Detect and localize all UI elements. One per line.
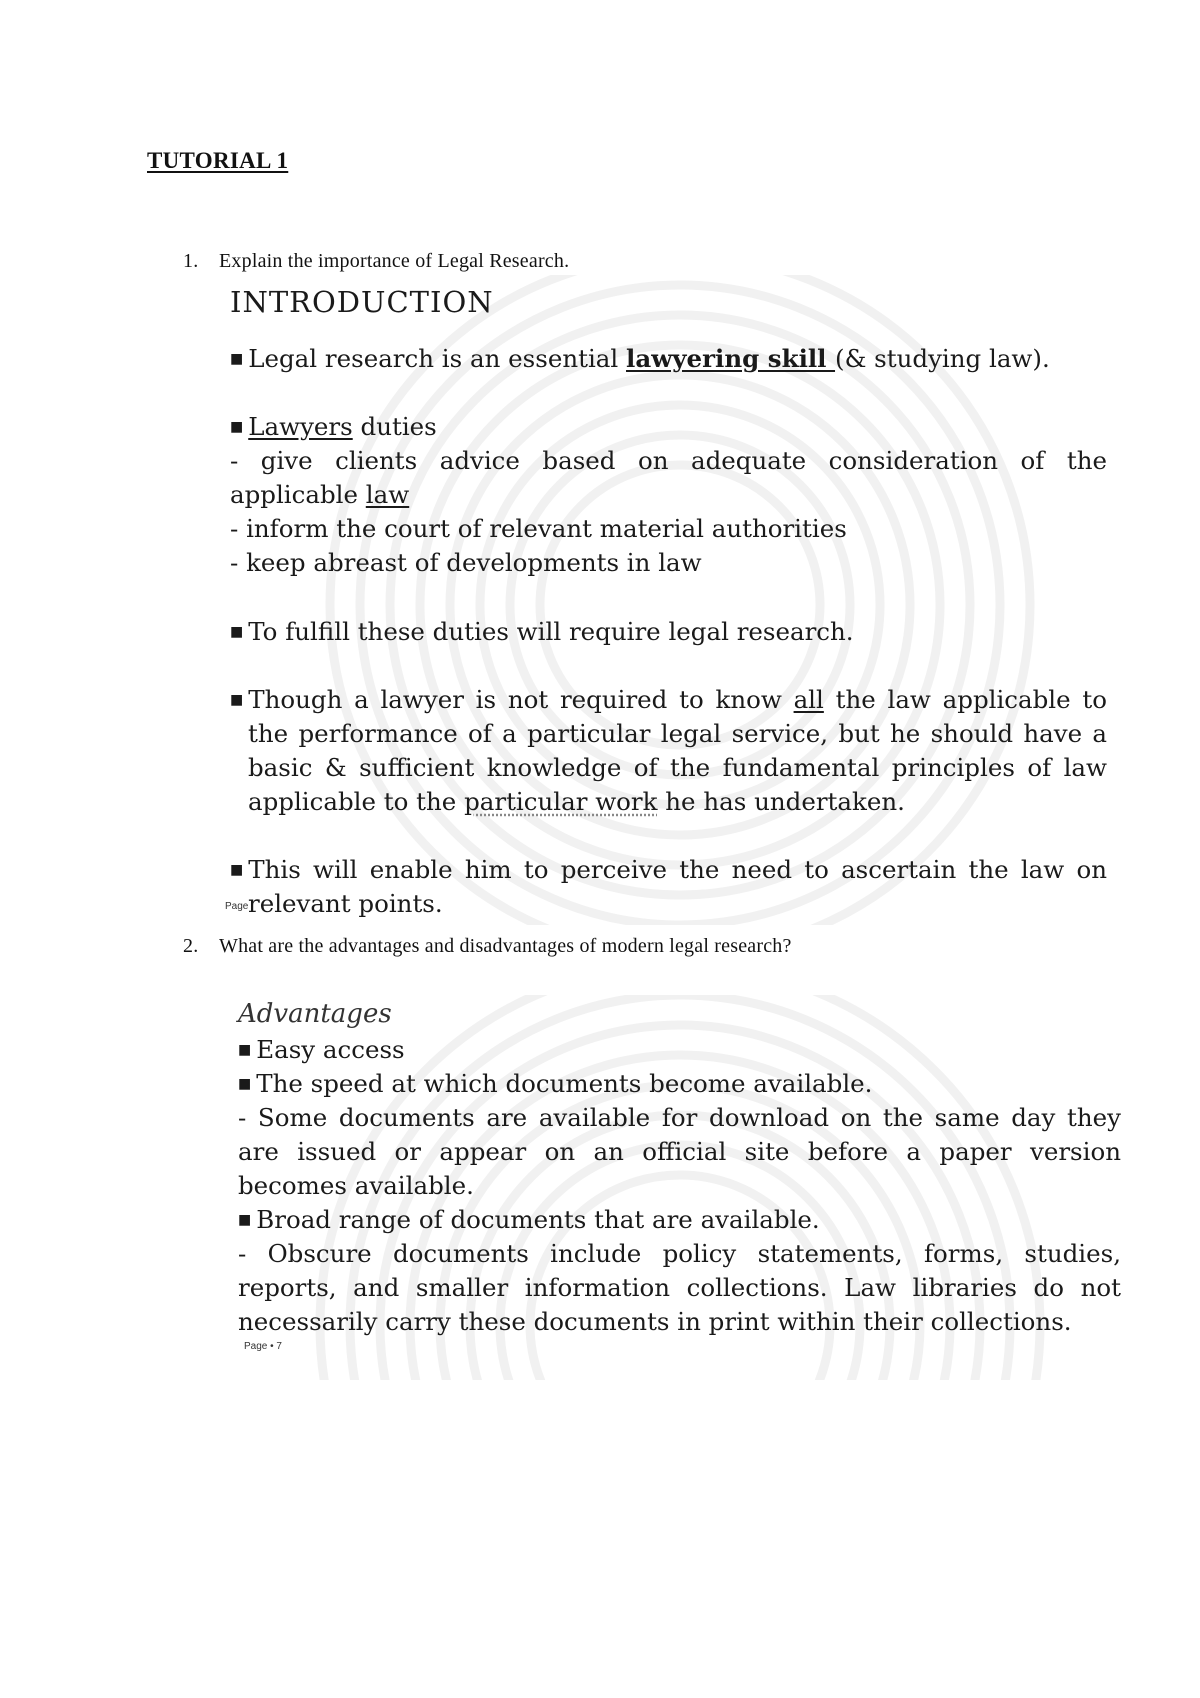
document-title: TUTORIAL 1 (147, 148, 289, 173)
emphasis-particular-work: particular work (464, 787, 658, 816)
advantage-detail-1-line-3: becomes available. (238, 1171, 474, 1200)
duty-3: - keep abreast of developments in law (230, 548, 702, 577)
slide-page-mark: Page • 7 (244, 1341, 282, 1352)
advantage-detail-2-line-1: - Obscure documents include policy statements, forms, studies, (238, 1239, 1121, 1268)
slide-image-advantages (220, 995, 1130, 1380)
emphasis-lawyering-skill: lawyering skill (626, 344, 836, 373)
advantages-heading: Advantages (238, 999, 392, 1029)
advantage-detail-1-line-1: - Some documents are available for download on the same day they (238, 1103, 1121, 1132)
square-bullet-icon: ■ (230, 692, 244, 708)
square-bullet-icon: ■ (238, 1212, 252, 1228)
square-bullet-icon: ■ (230, 862, 244, 878)
emphasis-all: all (793, 685, 824, 714)
square-bullet-icon: ■ (230, 624, 244, 640)
intro-bullet-4-line-4: applicable to the particular work he has undertaken. (248, 787, 905, 816)
emphasis-lawyers: Lawyers (248, 412, 353, 441)
intro-bullet-2: ■ Lawyers duties (230, 410, 437, 444)
question-number: 2. (183, 935, 199, 957)
slide-image-introduction (220, 275, 1130, 925)
square-bullet-icon: ■ (238, 1076, 252, 1092)
intro-bullet-4-line-1: ■ Though a lawyer is not required to know all the law applicable to (230, 683, 1107, 717)
intro-bullet-5-line-2: relevant points. (248, 889, 443, 918)
intro-bullet-5-line-1: ■ This will enable him to perceive the need to ascertain the law on (230, 853, 1107, 887)
duty-1-line-2: applicable law (230, 480, 410, 509)
advantage-detail-2-line-3: necessarily carry these documents in print within their collections. (238, 1307, 1072, 1336)
intro-bullet-3: ■ To fulfill these duties will require legal research. (230, 615, 854, 649)
intro-bullet-4-line-3: basic & sufficient knowledge of the fundamental principles of law (248, 753, 1107, 782)
square-bullet-icon: ■ (230, 351, 244, 367)
advantage-bullet-3: ■ Broad range of documents that are available. (238, 1203, 820, 1237)
square-bullet-icon: ■ (238, 1042, 252, 1058)
question-text: Explain the importance of Legal Research. (219, 250, 570, 272)
advantage-bullet-2: ■ The speed at which documents become available. (238, 1067, 872, 1101)
advantage-bullet-1: ■ Easy access (238, 1033, 405, 1067)
intro-bullet-1: ■ Legal research is an essential lawyering skill (& studying law). (230, 342, 1050, 376)
question-number: 1. (183, 250, 199, 272)
duty-1-line-1: - give clients advice based on adequate consideration of the (230, 446, 1107, 475)
question-text: What are the advantages and disadvantages of modern legal research? (219, 935, 792, 957)
square-bullet-icon: ■ (230, 419, 244, 435)
emphasis-law: law (365, 480, 410, 509)
intro-bullet-4-line-2: the performance of a particular legal service, but he should have a (248, 719, 1107, 748)
duty-2: - inform the court of relevant material authorities (230, 514, 847, 543)
advantage-detail-1-line-2: are issued or appear on an official site before a paper version (238, 1137, 1121, 1166)
slide-heading: INTRODUCTION (230, 285, 494, 319)
slide-page-mark: Page (225, 901, 249, 912)
advantage-detail-2-line-2: reports, and smaller information collections. Law libraries do not (238, 1273, 1121, 1302)
